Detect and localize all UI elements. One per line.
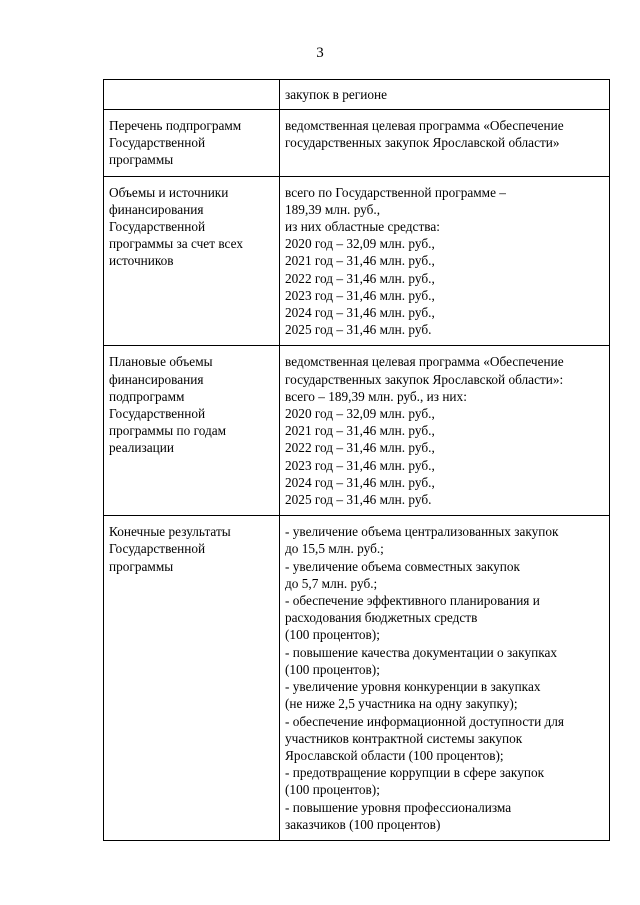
table-row xyxy=(104,176,610,346)
row-value-line: (не ниже 2,5 участника на одну закупку); xyxy=(285,696,518,712)
row-value-line: (100 процентов); xyxy=(285,661,380,677)
row-label-line: Перечень подпрограмм xyxy=(109,118,242,133)
row-label-line: подпрограмм xyxy=(109,388,185,404)
row-value-line: 189,39 млн. руб., xyxy=(285,201,381,217)
row-value-line: 2022 год – 31,46 млн. руб., xyxy=(285,270,435,286)
row-value-line: 2024 год – 31,46 млн. руб., xyxy=(285,305,435,321)
row-value-line: заказчиков (100 процентов) xyxy=(285,816,441,832)
row-value-cell xyxy=(280,110,610,177)
row-value-line: - увеличение объема централизованных закупок xyxy=(285,524,559,540)
row-value-cell xyxy=(280,516,610,841)
program-passport-table xyxy=(103,79,610,841)
row-label-line: программы xyxy=(109,558,174,574)
row-value-line: 2023 год – 31,46 млн. руб., xyxy=(285,287,435,303)
row-value-line: ведомственная целевая программа «Обеспечение xyxy=(285,354,564,370)
row-value-line: 2021 год – 31,46 млн. руб., xyxy=(285,423,435,439)
row-value-line: Ярославской области (100 процентов); xyxy=(285,747,504,763)
row-value-line: до 5,7 млн. руб.; xyxy=(285,575,378,591)
row-label-cell xyxy=(104,346,280,516)
row-value-line: 2022 год – 31,46 млн. руб., xyxy=(285,440,435,456)
row-label-line: Государственной xyxy=(109,541,206,557)
row-value-line: участников контрактной системы закупок xyxy=(285,730,523,746)
row-value-line: (100 процентов); xyxy=(285,627,380,643)
table-row xyxy=(104,516,610,841)
page-number: 3 xyxy=(316,45,324,61)
row-value-line: 2023 год – 31,46 млн. руб., xyxy=(285,457,435,473)
row-value-cell xyxy=(280,80,610,110)
row-value-line: из них областные средства: xyxy=(285,219,440,235)
row-value-line: закупок в регионе xyxy=(285,87,388,102)
row-value-line: государственных закупок Ярославской области»: xyxy=(285,371,564,387)
row-label-line: источников xyxy=(109,253,174,269)
row-value-line: 2024 год – 31,46 млн. руб., xyxy=(285,474,435,490)
row-value-line: 2021 год – 31,46 млн. руб., xyxy=(285,253,435,269)
row-value-line: (100 процентов); xyxy=(285,782,380,798)
row-value-line: государственных закупок Ярославской области» xyxy=(285,135,560,151)
row-label-cell xyxy=(104,176,280,346)
row-label-line: Государственной xyxy=(109,135,206,151)
row-label-line: Государственной xyxy=(109,406,206,422)
row-label-line: финансирования xyxy=(109,201,204,217)
row-value-line: - предотвращение коррупции в сфере закупок xyxy=(285,765,545,781)
row-label-line: Конечные результаты xyxy=(109,524,231,540)
row-label-line: Плановые объемы xyxy=(109,354,213,370)
row-value-line: - обеспечение эффективного планирования и xyxy=(285,593,540,609)
row-label-line: финансирования xyxy=(109,371,204,387)
row-label-line: программы xyxy=(109,152,174,168)
row-value-line: всего – 189,39 млн. руб., из них: xyxy=(285,388,467,404)
row-label-line: программы по годам xyxy=(109,423,227,439)
row-value-line: 2020 год – 32,09 млн. руб., xyxy=(285,406,435,422)
row-label-line: Государственной xyxy=(109,219,206,235)
row-label-cell xyxy=(104,80,280,110)
row-value-line: до 15,5 млн. руб.; xyxy=(285,541,384,557)
table-row xyxy=(104,346,610,516)
row-label-cell xyxy=(104,516,280,841)
row-value-line: - увеличение объема совместных закупок xyxy=(285,558,520,574)
row-value-line: - увеличение уровня конкуренции в закупках xyxy=(285,679,541,695)
row-value-line: 2020 год – 32,09 млн. руб., xyxy=(285,236,435,252)
row-label-line: Объемы и источники xyxy=(109,184,229,200)
row-value-line: 2025 год – 31,46 млн. руб. xyxy=(285,492,432,508)
row-value-line: - повышение уровня профессионализма xyxy=(285,799,512,815)
row-label-cell xyxy=(104,110,280,177)
row-value-line: - обеспечение информационной доступности для xyxy=(285,713,565,729)
row-label-line: реализации xyxy=(109,440,174,456)
row-label-line: программы за счет всех xyxy=(109,236,243,252)
row-value-line: расходования бюджетных средств xyxy=(285,610,478,626)
row-value-cell xyxy=(280,346,610,516)
row-value-line: всего по Государственной программе – xyxy=(285,184,506,200)
row-value-cell xyxy=(280,176,610,346)
row-value-line: - повышение качества документации о закупках xyxy=(285,644,558,660)
table-row xyxy=(104,80,610,110)
row-value-line: ведомственная целевая программа «Обеспечение xyxy=(285,118,564,133)
table-row xyxy=(104,110,610,177)
row-value-line: 2025 год – 31,46 млн. руб. xyxy=(285,322,432,338)
